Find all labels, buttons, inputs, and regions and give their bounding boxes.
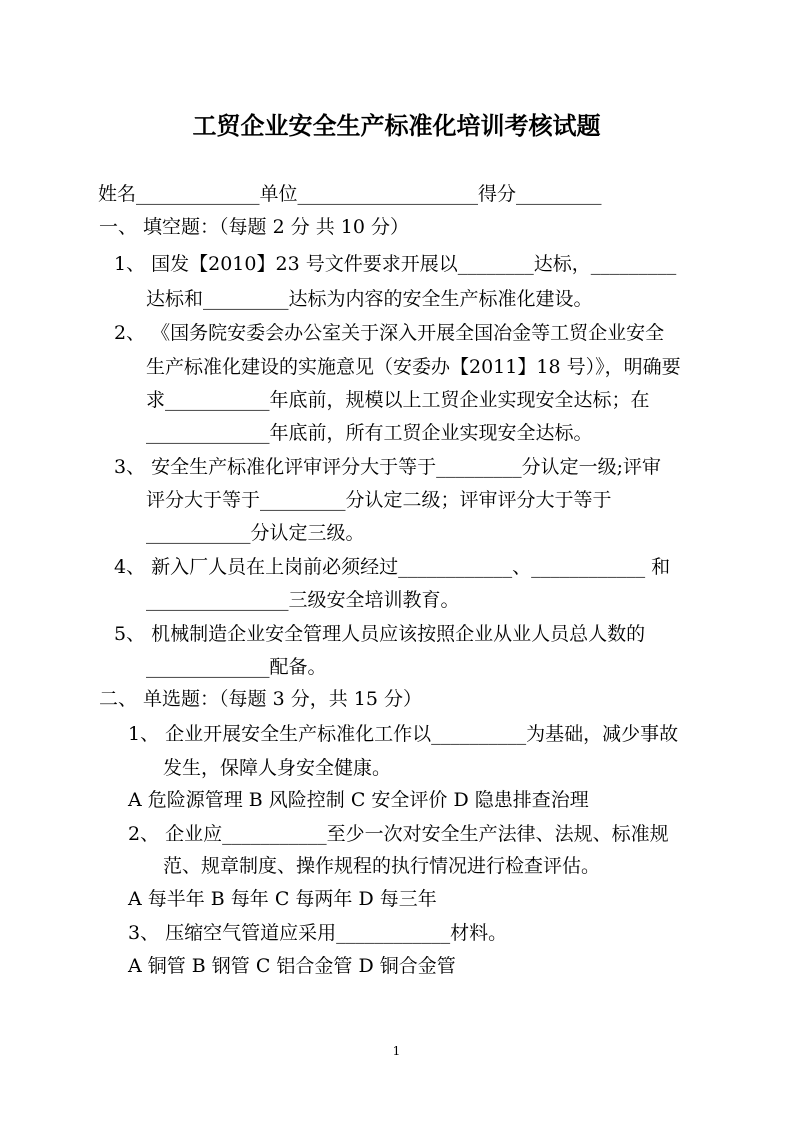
s1-q4-line1: 4、 新入厂人员在上岗前必须经过____________、____________ 和 xyxy=(114,556,671,578)
section2-heading: 二、 单选题：（每题 3 分，共 15 分） xyxy=(99,688,422,710)
s2-q2-line1: 2、 企业应___________至少一次对安全生产法律、法规、标准规 xyxy=(128,823,669,845)
header-info-line: 姓名_____________单位___________________得分_________ xyxy=(98,183,602,205)
s1-q1-line1: 1、 国发【2010】23 号文件要求开展以________达标，_________ xyxy=(114,253,677,275)
s1-q2-line1: 2、 《国务院安委会办公室关于深入开展全国冶金等工贸企业安全 xyxy=(114,322,665,344)
s2-q3-line1: 3、 压缩空气管道应采用____________材料。 xyxy=(128,922,508,944)
section1-heading: 一、 填空题：（每题 2 分 共 10 分） xyxy=(99,216,410,238)
s1-q2-line2: 生产标准化建设的实施意见（安委办【2011】18 号）》，明确要 xyxy=(146,356,681,378)
s1-q3-line3: ___________分认定三级。 xyxy=(146,522,365,544)
s1-q3-line1: 3、 安全生产标准化评审评分大于等于_________分认定一级;评审 xyxy=(114,456,662,478)
s2-q1-options: A 危险源管理 B 风险控制 C 安全评价 D 隐患排查治理 xyxy=(128,789,589,811)
s1-q2-line4: _____________年底前，所有工贸企业实现安全达标。 xyxy=(146,422,593,444)
s1-q5-line1: 5、 机械制造企业安全管理人员应该按照企业从业人员总人数的 xyxy=(114,623,646,645)
s1-q5-line2: _____________配备。 xyxy=(146,656,327,678)
page-number: 1 xyxy=(392,1044,401,1058)
s2-q1-line1: 1、 企业开展安全生产标准化工作以__________为基础，减少事故 xyxy=(128,723,679,745)
s2-q1-line2: 发生，保障人身安全健康。 xyxy=(163,757,392,779)
s2-q3-options: A 铜管 B 钢管 C 铝合金管 D 铜合金管 xyxy=(128,955,456,977)
s2-q2-options: A 每半年 B 每年 C 每两年 D 每三年 xyxy=(128,888,437,910)
s1-q2-line3: 求___________年底前，规模以上工贸企业实现安全达标；在 xyxy=(146,389,650,411)
s1-q4-line2: _______________三级安全培训教育。 xyxy=(146,589,460,611)
s1-q1-line2: 达标和_________达标为内容的安全生产标准化建设。 xyxy=(146,288,593,310)
s2-q2-line2: 范、规章制度、操作规程的执行情况进行检查评估。 xyxy=(163,855,601,877)
s1-q3-line2: 评分大于等于_________分认定二级；评审评分大于等于 xyxy=(146,489,612,511)
page-title: 工贸企业安全生产标准化培训考核试题 xyxy=(192,112,601,140)
